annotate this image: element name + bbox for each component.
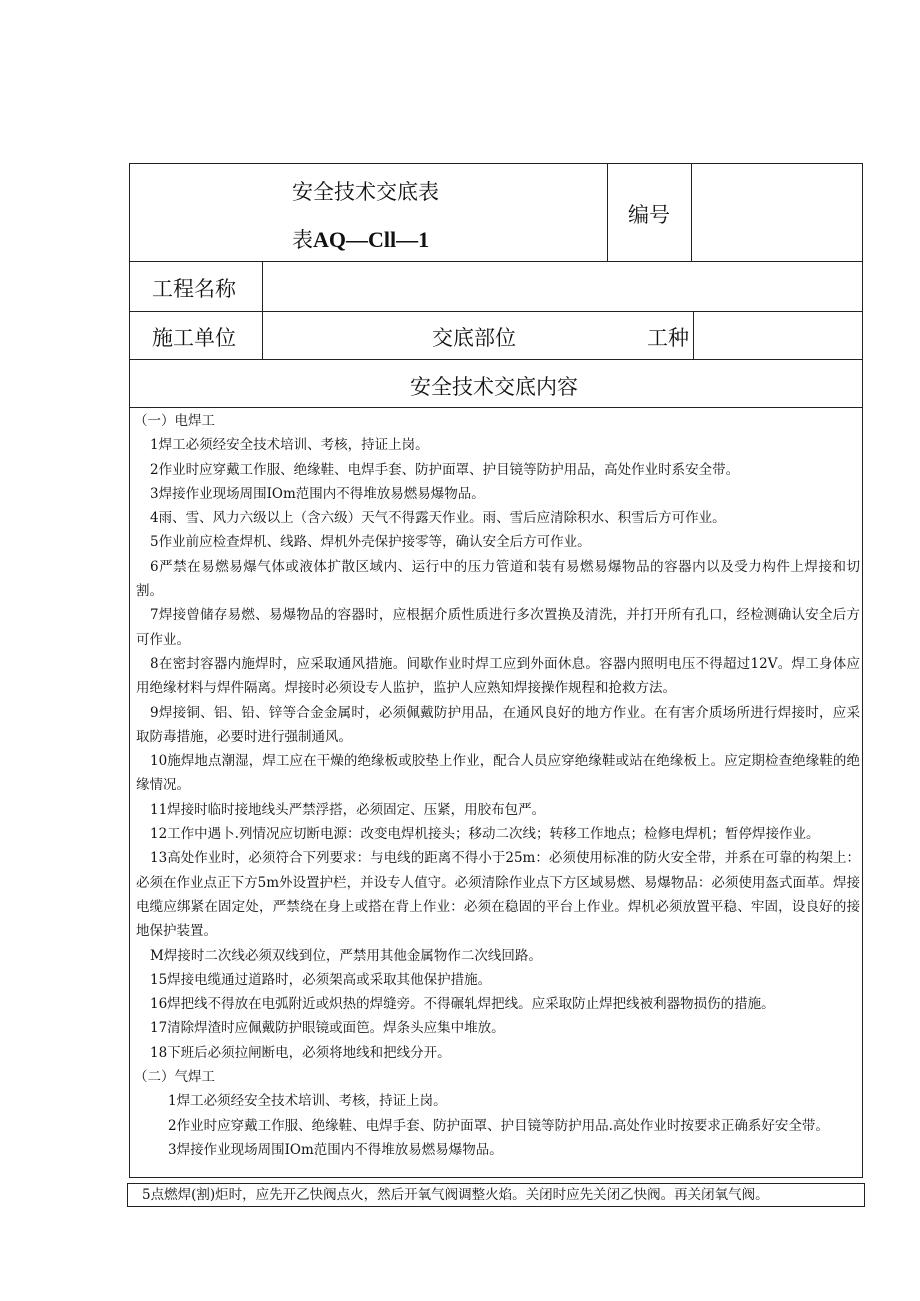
section-heading: 安全技术交底内容 <box>410 375 578 399</box>
safety-disclosure-form <box>129 163 863 1178</box>
part2-title: （二）气焊工 <box>134 1069 215 1086</box>
location-label: 交底部位 <box>432 326 516 350</box>
list-item: 6严禁在易燃易爆气体或液体扩散区域内、运行中的压力管道和装有易燃易爆物品的容器内以及受力构件上焊接和切割。 <box>136 558 860 600</box>
list-item: 10施焊地点潮湿，焊工应在干燥的绝缘板或胶垫上作业，配合人员应穿绝缘鞋或站在绝缘板上。应定期检查绝缘鞋的绝缘情况。 <box>136 753 860 794</box>
list-item: 2作业时应穿戴工作服、绝缘鞋、电焊手套、防护面罩、护目镜等防护用品.高处作业时按要求正确系好安全带。 <box>168 1117 829 1134</box>
list-item: 15焊接电缆通过道路时，必须架高或采取其他保护措施。 <box>150 971 492 988</box>
list-item: 13高处作业时，必须符合下列要求：与电线的距离不得小于25m：必须使用标准的防火安全带，并系在可靠的构架上：必须在作业点正下方5m外设置护栏，并设专人值守。必须清除作业点下方区域易燃、易爆物品：必须使用盔式面革。焊接电缆应绑紧在固定处，严禁绕在身上或搭在背上作业：必须在稳固的平台上作业。焊机必须放置平稳、牢固，设良好的接地保护装置。 <box>136 850 860 940</box>
continuation-row <box>127 1183 865 1207</box>
list-item: 11焊接时临时接地线头严禁浮搭，必须固定、压紧，用胶布包严。 <box>150 801 546 818</box>
form-title: 安全技术交底表 <box>292 180 439 204</box>
row-divider <box>130 359 862 360</box>
project-name-label: 工程名称 <box>152 277 236 301</box>
list-item: 3焊接作业现场周围IOm范围内不得堆放易燃易爆物品。 <box>168 1141 503 1158</box>
list-item: 2作业时应穿戴工作服、绝缘鞋、电焊手套、防护面罩、护目镜等防护用品，高处作业时系安全带。 <box>150 461 740 478</box>
row-divider <box>130 261 862 262</box>
list-item: 3焊接作业现场周围IOm范围内不得堆放易燃易爆物品。 <box>150 485 485 502</box>
col-divider <box>691 164 692 261</box>
list-item: 4雨、雪、风力六级以上（含六级）天气不得露天作业。雨、雪后应清除积水、积雪后方可作业。 <box>150 510 726 527</box>
list-item: 5点燃焊(割)炬时，应先开乙快阀点火，然后开氧气阀调整火焰。关闭时应先关闭乙快阀。再关闭氧气阀。 <box>142 1187 769 1203</box>
list-item: 17清除焊渣时应佩戴防护眼镜或面笆。焊条头应集中堆放。 <box>150 1020 505 1037</box>
col-divider <box>262 261 263 359</box>
form-code <box>292 224 429 254</box>
row-divider <box>130 311 862 312</box>
col-divider <box>607 164 608 261</box>
trade-label: 工种 <box>647 326 689 350</box>
list-item: 18下班后必须拉闸断电，必须将地线和把线分开。 <box>150 1044 451 1061</box>
list-item: 12工作中遇卜.列情况应切断电源：改变电焊机接头；移动二次线；转移工作地点；检修电焊机；暂停焊接作业。 <box>150 826 820 843</box>
form-code-value: AQ—Cll—1 <box>313 227 430 252</box>
row-divider <box>130 407 862 408</box>
list-item: 16焊把线不得放在电弧附近或炽热的焊缝旁。不得碾轧焊把线。应采取防止焊把线被利器物损伤的措施。 <box>150 996 775 1013</box>
construction-unit-label: 施工单位 <box>152 326 236 350</box>
list-item: 5作业前应检查焊机、线路、焊机外壳保护接零等，确认安全后方可作业。 <box>150 534 591 551</box>
number-label: 编号 <box>628 203 670 227</box>
list-item: 8在密封容器内施焊时，应采取通风措施。间歇作业时焊工应到外面休息。容器内照明电压不得超过12V。焊工身体应用绝缘材料与焊件隔离。焊接时必须设专人监护，监护人应熟知焊接操作规程和抢救方法。 <box>136 655 860 697</box>
col-divider <box>693 311 694 359</box>
list-item: 7焊接曾储存易燃、易爆物品的容器时，应根据介质性质进行多次置换及清洗，并打开所有孔口，经检测确认安全后方可作业。 <box>136 607 860 648</box>
list-item: 1焊工必须经安全技术培训、考核，持证上岗。 <box>150 437 429 454</box>
list-item: 9焊接铜、铝、铅、锌等合金金属时，必须佩戴防护用品，在通风良好的地方作业。在有害介质场所进行焊接时，应采取防毒措施，必要时进行强制通风。 <box>136 704 860 745</box>
list-item: 1焊工必须经安全技术培训、考核，持证上岗。 <box>168 1093 447 1110</box>
disclosure-content <box>130 409 864 1162</box>
form-code-prefix: 表 <box>292 228 313 252</box>
list-item: M焊接时二次线必须双线到位，严禁用其他金属物作二次线回路。 <box>150 947 542 964</box>
part1-title: （一）电焊工 <box>134 413 215 429</box>
